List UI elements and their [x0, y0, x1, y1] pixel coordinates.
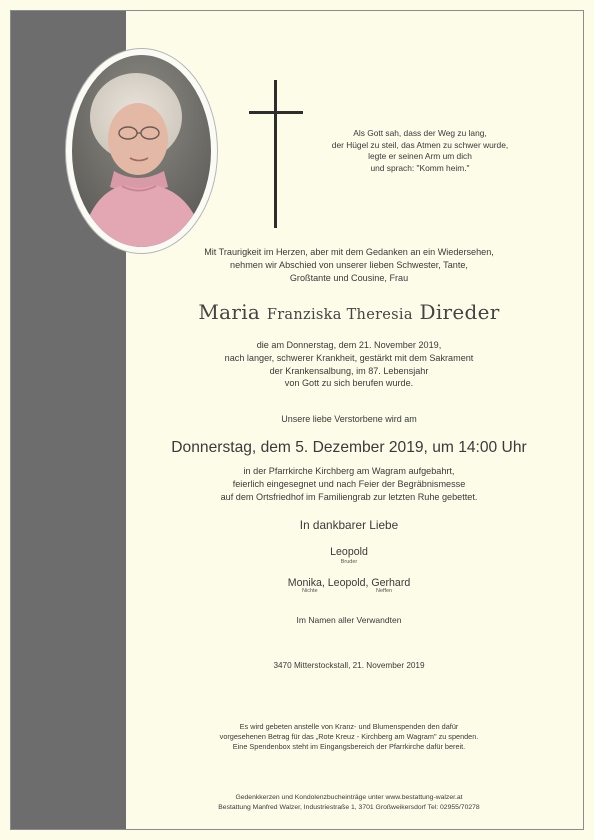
intro-text: [124, 246, 574, 284]
donation-line: Eine Spendenbox steht im Eingangsbereich der Pfarrkirche dafür bereit.: [232, 742, 466, 751]
footer-line: Bestattung Manfred Walzer, Industriestraße 1, 3701 Großweikersdorf Tel: 02955/70278: [218, 803, 480, 811]
verse-line: der Hügel zu steil, das Atmen zu schwer wurde,: [331, 139, 509, 150]
mourners-nieces-nephews: Monika, Leopold, Gerhard: [287, 577, 411, 589]
thanks-line: In dankbarer Liebe: [299, 518, 399, 532]
mourner-brother: [124, 545, 574, 566]
portrait-image: [72, 55, 211, 247]
mourner-relation: Bruder: [340, 559, 358, 565]
donation-line: Es wird gebeten anstelle von Kranz- und Blumenspenden den dafür: [239, 722, 459, 731]
verse-line: und sprach: "Komm heim.": [370, 162, 470, 173]
portrait-frame: [65, 48, 218, 254]
last-name: Direder: [419, 300, 500, 324]
death-line: der Krankensalbung, im 87. Lebensjahr: [269, 365, 429, 376]
announcement: Unsere liebe Verstorbene wird am: [281, 414, 417, 424]
all-relatives: Im Namen aller Verwandten: [296, 615, 402, 625]
intro-line: nehmen wir Abschied von unserer lieben Schwester, Tante,: [230, 259, 468, 270]
relation-niece: Nichte: [302, 588, 318, 594]
verse: [305, 128, 535, 174]
relation-nephews: Neffen: [376, 588, 393, 594]
funeral-date: Donnerstag, dem 5. Dezember 2019, um 14:00 Uhr: [171, 439, 527, 456]
death-notice: [124, 339, 574, 390]
first-name: Maria: [198, 300, 261, 324]
death-line: die am Donnerstag, dem 21. November 2019,: [256, 340, 442, 350]
intro-line: Großtante und Cousine, Frau: [289, 272, 409, 283]
donation-request: [124, 722, 574, 752]
intro-line: Mit Traurigkeit im Herzen, aber mit dem Gedanken an ein Wiedersehen,: [204, 247, 494, 257]
mourner-name: Leopold: [330, 546, 368, 558]
middle-names: Franziska Theresia: [266, 307, 413, 323]
verse-line: legte er seinen Arm um dich: [368, 151, 472, 161]
footer: [124, 793, 574, 812]
place-date: 3470 Mitterstockstall, 21. November 2019: [273, 661, 425, 670]
burial-line: auf dem Ortsfriedhof im Familiengrab zur letzten Ruhe gebettet.: [220, 491, 478, 502]
portrait-photo: [72, 55, 211, 247]
death-line: von Gott zu sich berufen wurde.: [284, 378, 414, 389]
verse-line: Als Gott sah, dass der Weg zu lang,: [353, 128, 487, 138]
burial-line: in der Pfarrkirche Kirchberg am Wagram aufgebahrt,: [243, 466, 455, 476]
death-line: nach langer, schwerer Krankheit, gestärkt mit dem Sakrament: [224, 352, 474, 363]
burial-text: [124, 465, 574, 503]
deceased-name: [124, 298, 574, 329]
burial-line: feierlich eingesegnet und nach Feier der Begräbnismesse: [232, 478, 466, 489]
cross-icon: [249, 80, 303, 228]
donation-line: vorgesehenen Betrag für das „Rote Kreuz - Kirchberg am Wagram" zu spenden.: [219, 732, 479, 741]
footer-line: Gedenkkerzen und Kondolenzbucheinträge unter www.bestattung-walzer.at: [235, 794, 463, 801]
